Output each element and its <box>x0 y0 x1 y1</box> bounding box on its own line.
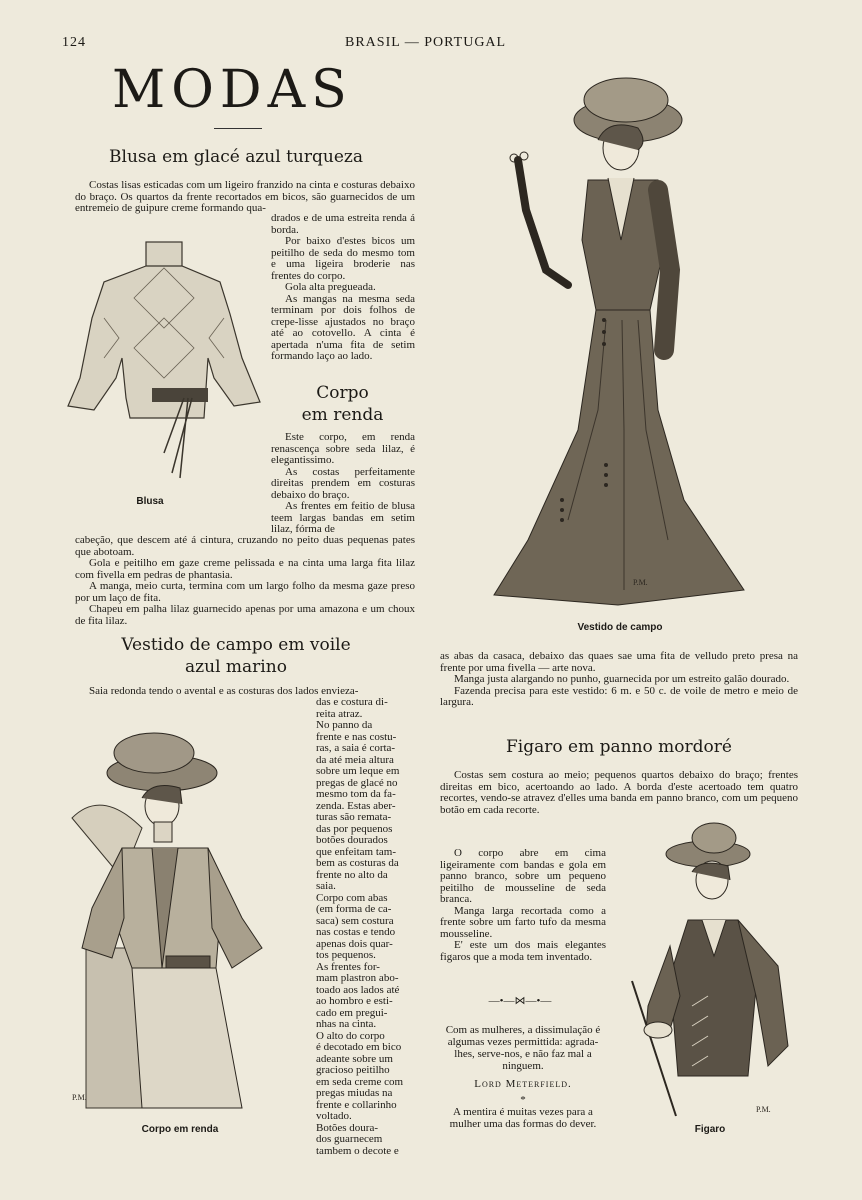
paragraph: drados e de uma estreita renda á borda. <box>271 212 415 236</box>
column-line: nas costas e tendo <box>316 926 396 938</box>
figure-caption-figaro: Figaro <box>694 1124 726 1135</box>
article-heading-figaro: Figaro em panno mordoré <box>506 737 732 757</box>
figaro-illustration <box>628 816 798 1116</box>
column-line: As frentes for- <box>316 960 380 973</box>
paragraph: As mangas na mesma seda terminam por dois folhos de crepe-lisse ajustados no braço até ao cotovello. A cinta é apertada n'uma fita de setim formando laço ao lado. <box>271 292 415 362</box>
paragraph: O corpo abre em cima ligeiramente com bandas e gola em panno branco, sobre um pequeno peitilho de mousseline de seda branca. <box>440 847 606 905</box>
paragraph: Gola alta pregueada. <box>285 281 376 293</box>
quote-star: * <box>520 1094 526 1106</box>
blusa-illustration <box>64 238 264 488</box>
heading-line: Vestido de campo em voile <box>121 635 351 655</box>
article-corpo-continuation <box>75 535 415 627</box>
column-line: frente e nas costu- <box>316 730 397 743</box>
column-line: apenas dois quar- <box>316 937 393 950</box>
article-figaro-body <box>440 848 606 963</box>
column-line: botões dourados <box>316 834 388 846</box>
column-line: saia. <box>316 880 336 892</box>
signature: P.M. <box>72 1093 87 1102</box>
paragraph: Costas sem costura ao meio; pequenos quartos debaixo do braço; frentes direitas em bico, acertoando ao lado. A borda d'este acertoado tem quatro recortes, vendo-se atravez d'elles uma banda em panno branco, com um pequeno botão em cada recorte. <box>440 769 798 816</box>
column-line: é decotado em bico <box>316 1041 402 1053</box>
column-line: das por pequenos <box>316 822 393 835</box>
figure-caption-corpo: Corpo em renda <box>141 1124 219 1135</box>
column-line: zenda. Estas aber- <box>316 799 396 812</box>
column-line: ao hombro e esti- <box>316 995 393 1007</box>
column-line: bem as costuras da <box>316 857 399 869</box>
column-line: Corpo com abas <box>316 891 388 904</box>
column-line: Botões doura- <box>316 1121 379 1134</box>
paragraph: Costas lisas esticadas com um ligeiro franzido na cinta e costuras debaixo do braço. Os quartos da frente recortados em bicos, são guarnecidos de um entremeio de guipure creme formando qua- <box>75 179 415 214</box>
figure-caption-vestido: Vestido de campo <box>577 622 663 633</box>
article-heading-blusa: Blusa em glacé azul turqueza <box>109 147 363 167</box>
column-line: gracioso peitilho <box>316 1064 390 1076</box>
article-vestido-continuation <box>440 651 798 709</box>
figure-caption-blusa: Blusa <box>136 496 164 507</box>
paragraph: cabeção, que descem até á cintura, cruzando no peito duas pequenas pates que abotoam. <box>75 534 415 558</box>
paragraph: As frentes em feitio de blusa teem largas bandas em setim lilaz, fórma de <box>271 500 415 535</box>
quote-author: Lord Meterfield. <box>474 1078 572 1090</box>
column-line: mam plastron abo- <box>316 972 399 984</box>
column-line: saca) sem costura <box>316 914 394 927</box>
paragraph: Gola e peitilho em gaze creme pelissada e na cinta uma larga fita lilaz com fivella em pedras de phantasia. <box>75 557 415 581</box>
heading-line: em renda <box>301 405 384 425</box>
column-line: pregas de glacé no <box>316 776 398 789</box>
article-vestido-column <box>316 697 418 1157</box>
column-line: adeante sobre um <box>316 1052 393 1065</box>
page-title: MODAS <box>112 60 353 120</box>
ornament-divider: —•—⋈—•— <box>488 995 552 1007</box>
article-heading-vestido <box>62 634 410 678</box>
column-line: cado em pregui- <box>316 1006 388 1019</box>
page-number: 124 <box>62 35 86 50</box>
column-line: dos guarnecem <box>316 1133 383 1145</box>
paragraph: Manga larga recortada como a frente sobre um farto tufo da mesma mousseline. <box>440 904 606 940</box>
column-line: das e costura di- <box>316 696 388 708</box>
column-line: que enfeitam tam- <box>316 845 397 858</box>
column-line: ras, a saia é corta- <box>316 742 396 754</box>
paragraph: A manga, meio curta, termina com um largo folho da mesma gaze preso por um laço de fita. <box>75 580 415 604</box>
column-line: toado aos lados até <box>316 983 400 996</box>
column-line: tambem o decote e <box>316 1144 399 1157</box>
column-line: frente no alto da <box>316 868 388 881</box>
column-line: voltado. <box>316 1110 352 1122</box>
running-title: BRASIL — PORTUGAL <box>345 35 507 50</box>
column-line: mesmo tom da fa- <box>316 788 396 800</box>
paragraph: as abas da casaca, debaixo das quaes sae uma fita de velludo preto presa na frente por uma fivella — arte nova. <box>440 650 798 674</box>
heading-line: Corpo <box>316 383 369 403</box>
paragraph: Saia redonda tendo o avental e as costuras dos lados envieza- <box>89 685 359 697</box>
column-line: nhas na cinta. <box>316 1018 377 1030</box>
quote-block <box>440 1024 606 1130</box>
paragraph: Este corpo, em renda renascença sobre seda lilaz, é elegantissimo. <box>271 431 415 466</box>
paragraph: E' este um dos mais elegantes figaros que a moda tem inventado. <box>440 939 606 963</box>
paragraph: Fazenda precisa para este vestido: 6 m. e 50 c. de voile de metro e meio de largura. <box>440 684 798 708</box>
title-rule <box>214 128 262 129</box>
corpo-em-renda-illustration <box>62 718 292 1108</box>
paragraph: Por baixo d'estes bicos um peitilho de seda do mesmo tom e uma ligeira broderie nas frentes do corpo. <box>271 235 415 282</box>
signature: P.M. <box>633 578 648 587</box>
article-blusa-intro <box>75 180 415 215</box>
vestido-de-campo-illustration <box>488 70 753 615</box>
column-line: turas são remata- <box>316 811 392 823</box>
column-line: sobre um leque em <box>316 765 400 777</box>
article-heading-corpo <box>270 382 415 426</box>
paragraph: Chapeu em palha lilaz guarnecido apenas por uma amazona e um choux de fita lilaz. <box>75 603 415 627</box>
column-line: em seda creme com <box>316 1075 404 1088</box>
signature: P.M. <box>756 1105 771 1114</box>
quote-text: Com as mulheres, a dissimulação é algumas vezes permittida: agrada-lhes, serve-nos, e não faz mal a ninguem. <box>445 1024 601 1072</box>
column-line: No panno da <box>316 719 373 731</box>
article-corpo-body <box>271 432 415 536</box>
article-blusa-body <box>271 213 415 363</box>
column-line: frente e collarinho <box>316 1098 397 1111</box>
column-line: da até meia altura <box>316 753 394 766</box>
quote-text-2: A mentira é muitas vezes para a mulher uma das formas do dever. <box>449 1106 597 1130</box>
column-line: pregas miudas na <box>316 1087 393 1099</box>
paragraph: Manga justa alargando no punho, guarnecida por um estreito galão dourado. <box>454 673 790 685</box>
article-figaro-intro <box>440 770 798 816</box>
column-line: reita atraz. <box>316 707 363 720</box>
column-line: O alto do corpo <box>316 1029 385 1042</box>
heading-line: azul marino <box>185 657 287 677</box>
paragraph: As costas perfeitamente direitas prendem em costuras debaixo do braço. <box>271 465 415 501</box>
column-line: tos pequenos. <box>316 949 376 961</box>
column-line: (em forma de ca- <box>316 903 392 915</box>
